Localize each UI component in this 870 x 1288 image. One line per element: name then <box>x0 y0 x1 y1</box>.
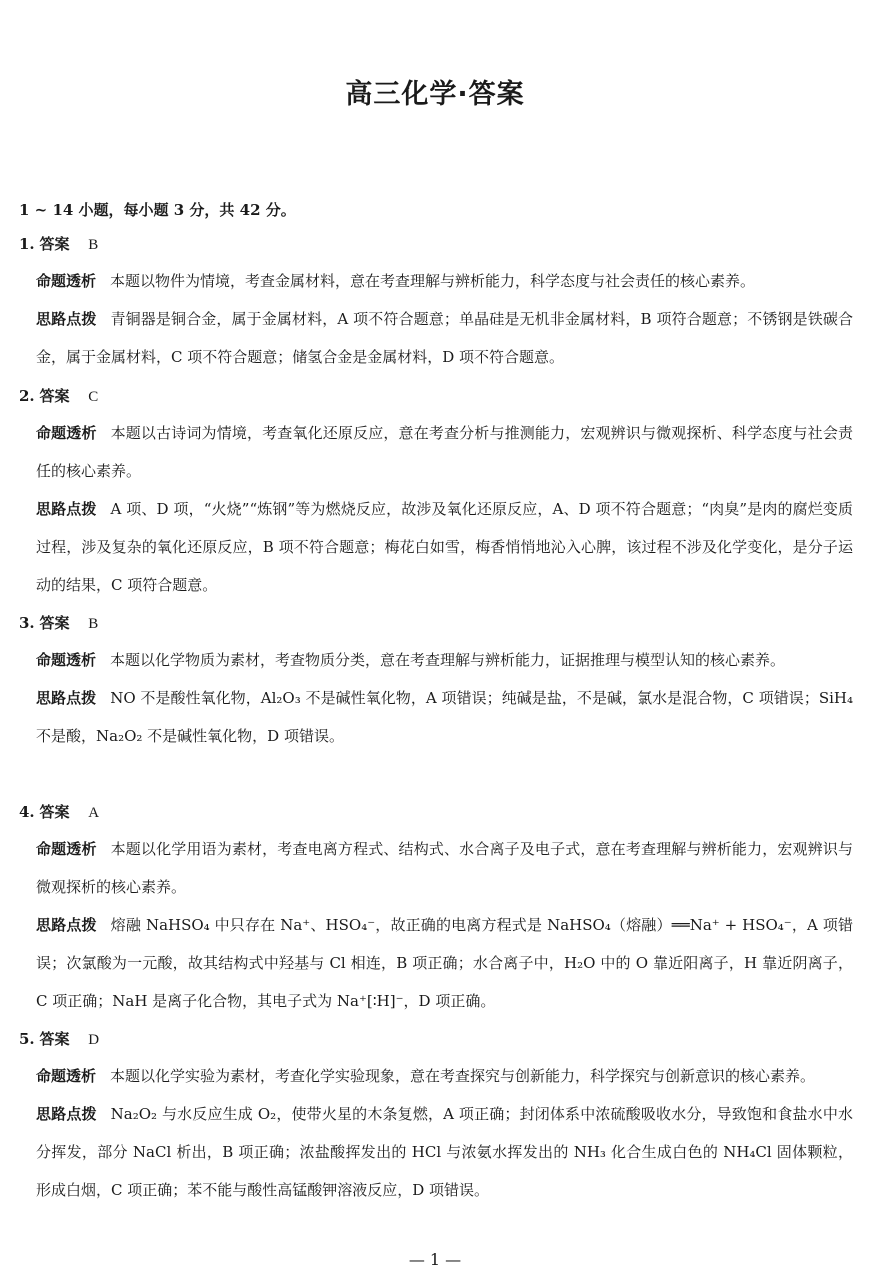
hint-label: 思路点拨 <box>36 500 97 518</box>
section-intro: 1 ~ 14 小题，每小题 3 分，共 42 分。 <box>19 201 296 219</box>
hint-paragraph <box>19 490 853 604</box>
analysis-paragraph <box>19 1057 853 1095</box>
question-number: 1. <box>19 235 35 253</box>
page-number: — 1 — <box>408 1250 462 1269</box>
answer-value: B <box>88 237 99 253</box>
question-4 <box>19 802 853 1020</box>
question-3 <box>19 613 853 755</box>
analysis-paragraph <box>19 414 853 490</box>
question-number: 3. <box>19 614 35 632</box>
question-header <box>19 613 853 633</box>
analysis-text: 本题以古诗词为情境，考查氧化还原反应，意在考查分析与推测能力，宏观辨识与微观探析、科学态度与社会责任的核心素养。 <box>36 424 853 480</box>
question-header <box>19 234 853 254</box>
question-header <box>19 1029 853 1049</box>
question-header <box>19 386 853 406</box>
analysis-text: 本题以化学实验为素材，考查化学实验现象，意在考查探究与创新能力，科学探究与创新意识的核心素养。 <box>110 1067 816 1085</box>
question-number: 4. <box>19 803 35 821</box>
analysis-paragraph <box>19 641 853 679</box>
hint-label: 思路点拨 <box>36 916 97 934</box>
hint-paragraph <box>19 906 853 1020</box>
hint-paragraph <box>19 1095 853 1209</box>
answer-label: 答案 <box>39 235 70 253</box>
hint-text: NO 不是酸性氧化物，Al₂O₃ 不是碱性氧化物，A 项错误；纯碱是盐，不是碱，氯水是混合物，C 项错误；SiH₄ 不是酸，Na₂O₂ 不是碱性氧化物，D 项错误。 <box>36 689 853 745</box>
hint-paragraph <box>19 300 853 376</box>
question-2 <box>19 386 853 604</box>
analysis-paragraph <box>19 830 853 906</box>
answer-label: 答案 <box>39 614 70 632</box>
question-1 <box>19 234 853 376</box>
hint-text: Na₂O₂ 与水反应生成 O₂，使带火星的木条复燃，A 项正确；封闭体系中浓硫酸吸收水分，导致饱和食盐水中水分挥发，部分 NaCl 析出，B 项正确；浓盐酸挥发出的 HCl 与浓氨水挥发出的 NH₃ 化合生成白色的 NH₄Cl 固体颗粒，形成白烟，C 项正确；苯不能与酸性高锰酸钾溶液反应，D 项错误。 <box>36 1105 853 1199</box>
hint-label: 思路点拨 <box>36 310 97 328</box>
analysis-text: 本题以化学用语为素材，考查电离方程式、结构式、水合离子及电子式，意在考查理解与辨析能力，宏观辨识与微观探析的核心素养。 <box>36 840 853 896</box>
hint-text: 青铜器是铜合金，属于金属材料，A 项不符合题意；单晶硅是无机非金属材料，B 项符合题意；不锈钢是铁碳合金，属于金属材料，C 项不符合题意；储氢合金是金属材料，D 项不符合题意。 <box>36 310 853 366</box>
analysis-label: 命题透析 <box>36 424 97 442</box>
answer-value: B <box>88 616 99 632</box>
analysis-label: 命题透析 <box>36 651 97 669</box>
answer-label: 答案 <box>39 1030 70 1048</box>
question-number: 2. <box>19 387 35 405</box>
analysis-paragraph <box>19 262 853 300</box>
hint-text: A 项、D 项，“火烧”“炼钢”等为燃烧反应，故涉及氧化还原反应，A、D 项不符合题意；“肉臭”是肉的腐烂变质过程，涉及复杂的氧化还原反应，B 项不符合题意；梅花白如雪，梅香悄悄地沁入心脾，该过程不涉及化学变化，是分子运动的结果，C 项符合题意。 <box>36 500 853 594</box>
hint-paragraph <box>19 679 853 755</box>
answer-value: A <box>88 805 100 821</box>
analysis-label: 命题透析 <box>36 840 97 858</box>
page-title: 高三化学·答案 <box>345 79 525 110</box>
hint-text: 熔融 NaHSO₄ 中只存在 Na⁺、HSO₄⁻，故正确的电离方程式是 NaHSO₄（熔融）══Na⁺ + HSO₄⁻，A 项错误；次氯酸为一元酸，故其结构式中羟基与 Cl 相连，B 项正确；水合离子中，H₂O 中的 O 靠近阳离子，H 靠近阴离子，C 项正确；NaH 是离子化合物，其电子式为 Na⁺[∶H]⁻，D 项正确。 <box>36 916 853 1010</box>
answer-value: D <box>88 1032 100 1048</box>
question-5 <box>19 1029 853 1209</box>
question-header <box>19 802 853 822</box>
question-number: 5. <box>19 1030 35 1048</box>
answer-value: C <box>88 389 99 405</box>
analysis-text: 本题以物件为情境，考查金属材料，意在考查理解与辨析能力，科学态度与社会责任的核心素养。 <box>110 272 756 290</box>
analysis-label: 命题透析 <box>36 1067 97 1085</box>
hint-label: 思路点拨 <box>36 689 97 707</box>
answer-label: 答案 <box>39 387 70 405</box>
answer-label: 答案 <box>39 803 70 821</box>
hint-label: 思路点拨 <box>36 1105 97 1123</box>
analysis-label: 命题透析 <box>36 272 97 290</box>
analysis-text: 本题以化学物质为素材，考查物质分类，意在考查理解与辨析能力，证据推理与模型认知的核心素养。 <box>110 651 786 669</box>
